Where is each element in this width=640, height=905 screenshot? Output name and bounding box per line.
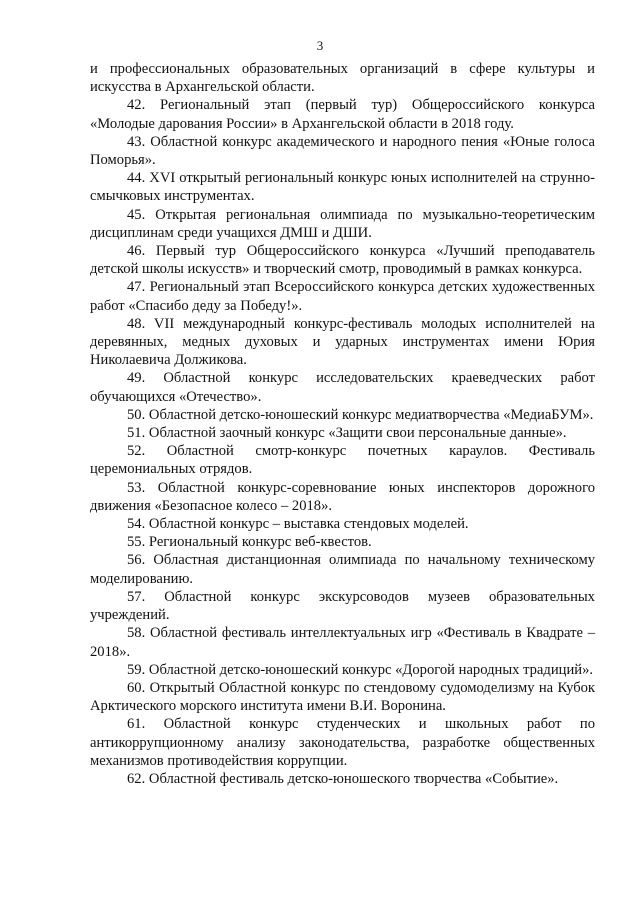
list-item	[90, 679, 595, 715]
item-text: Областной детско-юношеский конкурс «Дорогой народных традиций».	[148, 661, 594, 678]
list-item	[90, 96, 595, 132]
item-text: Областной конкурс-соревнование юных инспекторов дорожного движения «Безопасное колесо – 2018».	[90, 479, 595, 514]
item-number: 52.	[127, 443, 146, 460]
list-item	[90, 60, 595, 96]
list-item	[90, 369, 595, 405]
list-item	[90, 533, 595, 551]
item-text: Открытая региональная олимпиада по музыкально-теоретическим дисциплинам среди учащихся ДМШ и ДШИ.	[90, 206, 595, 241]
list-item	[90, 424, 595, 442]
item-number: 43.	[127, 133, 146, 150]
list-item	[90, 588, 595, 624]
item-number: 46.	[127, 243, 146, 260]
item-number: 51.	[127, 425, 146, 442]
item-number: 57.	[127, 588, 146, 605]
list-item	[90, 206, 595, 242]
item-number: 56.	[127, 552, 146, 569]
item-text: Областной детско-юношеский конкурс медиатворчества «МедиаБУМ».	[148, 406, 594, 423]
list-item	[90, 551, 595, 587]
item-number: 62.	[127, 770, 146, 787]
item-text: Первый тур Общероссийского конкурса «Лучший преподаватель детской школы искусств» и творческий смотр, проводимый в рамках конкурса.	[90, 243, 595, 278]
list-item	[90, 661, 595, 679]
item-text: Региональный конкурс веб-квестов.	[148, 534, 372, 551]
item-number: 53.	[127, 479, 146, 496]
item-text: Областной конкурс студенческих и школьных работ по антикоррупционному анализу законодательства, разработке общественных механизмов противодействия коррупции.	[90, 716, 595, 769]
item-number: 59.	[127, 661, 146, 678]
item-text: Областной фестиваль интеллектуальных игр «Фестиваль в Квадрате – 2018».	[90, 625, 595, 660]
item-number: 50.	[127, 406, 146, 423]
item-text: Областной смотр-конкурс почетных караулов. Фестиваль церемониальных отрядов.	[90, 443, 595, 478]
item-text: Региональный этап (первый тур) Общероссийского конкурса «Молодые дарования России» в Архангельской области в 2018 году.	[90, 97, 595, 132]
list-item	[90, 242, 595, 278]
item-text: Областной конкурс исследовательских краеведческих работ обучающихся «Отечество».	[90, 370, 595, 405]
document-body	[90, 60, 595, 788]
list-item	[90, 715, 595, 770]
item-number: 42.	[127, 97, 146, 114]
item-text: Региональный этап Всероссийского конкурса детских художественных работ «Спасибо деду за Победу!».	[90, 279, 595, 314]
page-number: 3	[316, 38, 324, 53]
list-item	[90, 479, 595, 515]
list-item	[90, 770, 595, 788]
item-text: Областной заочный конкурс «Защити свои персональные данные».	[148, 425, 567, 442]
list-item	[90, 278, 595, 314]
item-number: 44.	[127, 170, 146, 187]
item-number: 58.	[127, 625, 146, 642]
item-number: 47.	[127, 279, 146, 296]
item-number: 54.	[127, 516, 146, 533]
item-text: Областной конкурс – выставка стендовых моделей.	[148, 516, 469, 533]
list-item	[90, 624, 595, 660]
item-text: Областная дистанционная олимпиада по начальному техническому моделированию.	[90, 552, 595, 587]
list-item	[90, 315, 595, 370]
item-text: XVI открытый региональный конкурс юных исполнителей на струнно-смычковых инструментах.	[90, 170, 595, 205]
item-number: 45.	[127, 206, 146, 223]
list-item	[90, 406, 595, 424]
item-number: 60.	[127, 679, 146, 696]
list-item	[90, 442, 595, 478]
item-number: 55.	[127, 534, 146, 551]
item-text: Областной конкурс экскурсоводов музеев образовательных учреждений.	[90, 588, 595, 624]
item-number: 48.	[127, 315, 146, 332]
item-text: VII международный конкурс-фестиваль молодых исполнителей на деревянных, медных духовых и ударных инструментах имени Юрия Николаевича Должикова.	[90, 315, 595, 369]
item-number: 49.	[127, 370, 146, 387]
item-text: Открытый Областной конкурс по стендовому судомоделизму на Кубок Арктического морского института имени В.И. Воронина.	[90, 679, 596, 715]
item-text: и профессиональных образовательных организаций в сфере культуры и искусства в Архангельской области.	[90, 61, 595, 96]
list-item	[90, 169, 595, 205]
item-number: 61.	[127, 716, 146, 733]
item-text: Областной конкурс академического и народного пения «Юные голоса Поморья».	[90, 133, 596, 169]
list-item	[90, 133, 595, 169]
list-item	[90, 515, 595, 533]
item-text: Областной фестиваль детско-юношеского творчества «Событие».	[148, 770, 559, 787]
